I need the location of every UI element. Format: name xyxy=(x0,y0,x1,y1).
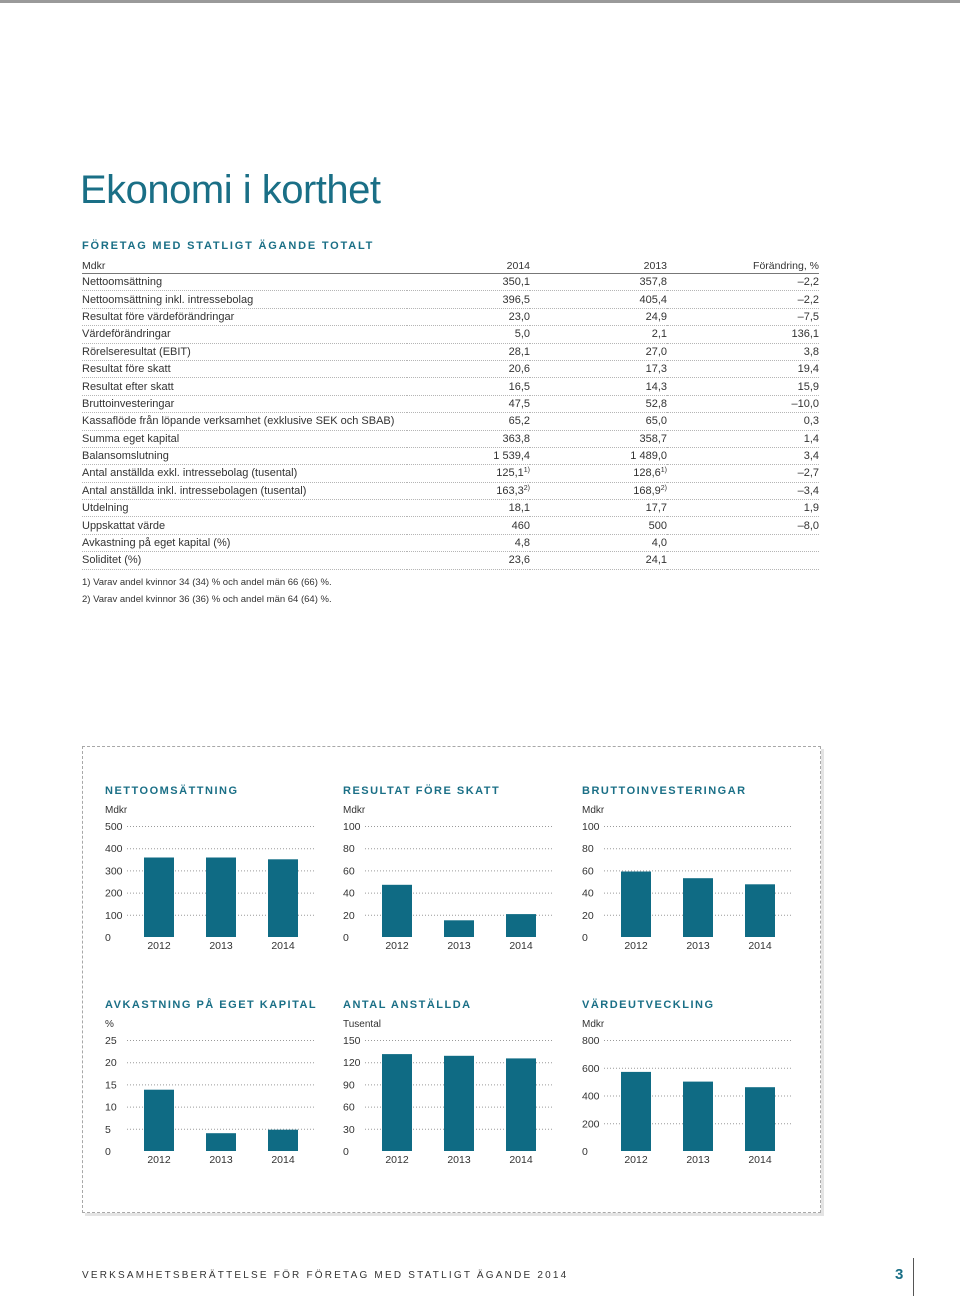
row-label xyxy=(82,482,407,499)
row-label xyxy=(82,378,407,395)
page-number: 3 xyxy=(895,1266,904,1283)
value-2013 xyxy=(530,326,667,343)
table-row xyxy=(82,291,819,308)
row-label xyxy=(82,291,407,308)
bar xyxy=(206,1133,236,1151)
value-2013-text: 17,7 xyxy=(645,502,667,515)
table-row xyxy=(82,326,819,343)
row-label-text: Uppskattat värde xyxy=(82,519,166,532)
bar xyxy=(444,1056,474,1151)
value-2013 xyxy=(530,343,667,360)
y-tick-label: 150 xyxy=(343,1035,361,1047)
value-2014 xyxy=(407,308,530,325)
chart-unit-label: Mdkr xyxy=(343,805,366,816)
y-tick-label: 25 xyxy=(105,1035,117,1047)
row-label-text: Summa eget kapital xyxy=(82,432,180,445)
x-tick-label: 2012 xyxy=(147,940,171,952)
x-tick-label: 2014 xyxy=(748,940,772,952)
value-2014 xyxy=(407,534,530,551)
header-change: Förändring, % xyxy=(667,258,819,274)
chart-plot xyxy=(105,785,320,960)
chart-plot xyxy=(343,999,558,1174)
row-label-text: Kassaflöde från löpande verksamhet (exklusive SEK och SBAB) xyxy=(82,415,395,428)
row-label xyxy=(82,413,407,430)
y-tick-label: 500 xyxy=(105,821,123,833)
chart-avkastning-eget-kapital xyxy=(105,999,325,1199)
value-2014-text: 363,8 xyxy=(502,432,530,445)
row-label xyxy=(82,517,407,534)
bar xyxy=(382,885,412,937)
value-change-text: 1,4 xyxy=(803,432,819,445)
value-2013 xyxy=(530,447,667,464)
y-tick-label: 15 xyxy=(105,1079,117,1092)
value-2014 xyxy=(407,395,530,412)
value-change-text: –2,7 xyxy=(797,467,819,480)
chart-unit-label: Mdkr xyxy=(582,805,605,816)
value-2014-text: 28,1 xyxy=(508,345,530,358)
row-label xyxy=(82,552,407,569)
chart-unit-label: Tusental xyxy=(343,1019,381,1030)
value-2013 xyxy=(530,552,667,569)
bar xyxy=(683,1082,713,1151)
value-2013-text: 357,8 xyxy=(639,276,667,289)
chart-unit-label: Mdkr xyxy=(105,805,128,816)
value-2013-text: 128,6 xyxy=(633,467,661,480)
table-row xyxy=(82,534,819,551)
value-2014-text: 350,1 xyxy=(502,276,530,289)
value-change xyxy=(667,500,819,517)
chart-plot xyxy=(105,999,320,1174)
row-label xyxy=(82,326,407,343)
value-2013 xyxy=(530,360,667,377)
x-tick-label: 2012 xyxy=(147,1154,171,1166)
value-2013-text: 4,0 xyxy=(651,537,667,550)
row-label xyxy=(82,308,407,325)
row-label xyxy=(82,343,407,360)
table-row xyxy=(82,500,819,517)
x-tick-label: 2013 xyxy=(447,940,471,952)
value-change xyxy=(667,534,819,551)
value-change xyxy=(667,378,819,395)
footnote-marker: 2) xyxy=(523,484,530,492)
chart-antal-anstallda xyxy=(343,999,563,1199)
chart-vardeutveckling xyxy=(582,999,802,1199)
x-tick-label: 2012 xyxy=(624,1154,648,1166)
value-2014-text: 125,1 xyxy=(496,467,524,480)
bar xyxy=(745,884,775,937)
y-tick-label: 0 xyxy=(582,932,588,944)
value-2013-text: 168,9 xyxy=(633,484,661,497)
x-tick-label: 2014 xyxy=(509,1154,533,1166)
bar xyxy=(621,872,651,938)
row-label-text: Resultat efter skatt xyxy=(82,380,174,393)
chart-resultat-fore-skatt xyxy=(343,785,563,985)
bar xyxy=(268,859,298,937)
y-tick-label: 400 xyxy=(582,1090,600,1103)
y-tick-label: 100 xyxy=(582,821,600,833)
value-change-text: 136,1 xyxy=(791,328,819,341)
y-tick-label: 800 xyxy=(582,1035,600,1047)
value-2014-text: 460 xyxy=(511,519,530,532)
value-change xyxy=(667,308,819,325)
x-tick-label: 2014 xyxy=(509,940,533,952)
bar xyxy=(144,858,174,938)
x-tick-label: 2013 xyxy=(686,1154,710,1166)
table-row xyxy=(82,343,819,360)
value-2014-text: 396,5 xyxy=(502,293,530,306)
value-change xyxy=(667,343,819,360)
footnote-1: 1) Varav andel kvinnor 34 (34) % och andel män 66 (66) %. xyxy=(82,577,332,588)
chart-panel xyxy=(82,746,821,1213)
value-change-text: –10,0 xyxy=(791,397,819,410)
header-2013: 2013 xyxy=(530,258,667,274)
y-tick-label: 80 xyxy=(582,843,594,856)
value-change xyxy=(667,274,819,291)
value-2014 xyxy=(407,378,530,395)
value-2014 xyxy=(407,500,530,517)
bar xyxy=(382,1054,412,1151)
value-2014-text: 23,0 xyxy=(508,310,530,323)
row-label-text: Soliditet (%) xyxy=(82,554,142,567)
value-change-text: 0,3 xyxy=(803,415,819,428)
x-tick-label: 2012 xyxy=(385,940,409,952)
value-change-text: 3,8 xyxy=(803,345,819,358)
table-row xyxy=(82,360,819,377)
row-label-text: Nettoomsättning xyxy=(82,276,163,289)
value-2014 xyxy=(407,360,530,377)
value-change-text: –8,0 xyxy=(797,519,819,532)
y-tick-label: 40 xyxy=(582,887,594,900)
y-tick-label: 0 xyxy=(582,1146,588,1158)
page-title: Ekonomi i korthet xyxy=(80,168,381,212)
row-label-text: Värdeförändringar xyxy=(82,328,171,341)
bar xyxy=(621,1072,651,1151)
value-2013 xyxy=(530,308,667,325)
x-tick-label: 2012 xyxy=(385,1154,409,1166)
value-change xyxy=(667,291,819,308)
value-2013-text: 24,1 xyxy=(645,554,667,567)
chart-title: BRUTTOINVESTERINGAR xyxy=(582,785,747,797)
x-tick-label: 2014 xyxy=(271,940,295,952)
footnotes xyxy=(82,574,332,608)
value-2013-text: 1 489,0 xyxy=(630,450,667,463)
value-2013-text: 14,3 xyxy=(645,380,667,393)
value-2013-text: 27,0 xyxy=(645,345,667,358)
value-2013 xyxy=(530,274,667,291)
chart-unit-label: Mdkr xyxy=(582,1019,605,1030)
table-row xyxy=(82,430,819,447)
section-title: FÖRETAG MED STATLIGT ÄGANDE TOTALT xyxy=(82,240,375,252)
y-tick-label: 0 xyxy=(343,1146,349,1158)
value-2014-text: 163,3 xyxy=(496,484,524,497)
bar xyxy=(683,878,713,937)
bar xyxy=(144,1090,174,1151)
row-label xyxy=(82,500,407,517)
row-label-text: Avkastning på eget kapital (%) xyxy=(82,537,231,550)
chart-title: AVKASTNING PÅ EGET KAPITAL xyxy=(105,999,318,1011)
row-label xyxy=(82,274,407,291)
row-label xyxy=(82,534,407,551)
y-tick-label: 120 xyxy=(343,1057,361,1070)
bar xyxy=(745,1087,775,1151)
row-label xyxy=(82,360,407,377)
value-2013 xyxy=(530,517,667,534)
chart-nettoomsattning xyxy=(105,785,325,985)
value-2014 xyxy=(407,274,530,291)
y-tick-label: 600 xyxy=(582,1062,600,1075)
value-2014 xyxy=(407,430,530,447)
value-2013-text: 17,3 xyxy=(645,363,667,376)
table-row xyxy=(82,413,819,430)
value-2013-text: 52,8 xyxy=(645,397,667,410)
y-tick-label: 300 xyxy=(105,865,123,878)
key-figures-table xyxy=(82,258,819,570)
value-2014-text: 47,5 xyxy=(508,397,530,410)
value-2013 xyxy=(530,534,667,551)
footnote-2: 2) Varav andel kvinnor 36 (36) % och andel män 64 (64) %. xyxy=(82,594,332,605)
y-tick-label: 30 xyxy=(343,1123,355,1136)
y-tick-label: 0 xyxy=(343,932,349,944)
bar xyxy=(444,920,474,937)
y-tick-label: 200 xyxy=(105,887,123,900)
value-2013 xyxy=(530,291,667,308)
footnote-marker: 1) xyxy=(523,467,530,475)
value-change-text: 3,4 xyxy=(803,450,819,463)
y-tick-label: 5 xyxy=(105,1123,111,1136)
value-2013 xyxy=(530,395,667,412)
value-2013 xyxy=(530,465,667,482)
header-unit: Mdkr xyxy=(82,258,407,274)
footer-divider xyxy=(913,1258,914,1296)
value-change xyxy=(667,395,819,412)
y-tick-label: 40 xyxy=(343,887,355,900)
value-2014 xyxy=(407,413,530,430)
x-tick-label: 2013 xyxy=(686,940,710,952)
row-label xyxy=(82,447,407,464)
table-row xyxy=(82,378,819,395)
bar xyxy=(268,1130,298,1151)
row-label-text: Nettoomsättning inkl. intressebolag xyxy=(82,293,254,306)
value-change xyxy=(667,552,819,569)
y-tick-label: 10 xyxy=(105,1101,117,1114)
y-tick-label: 20 xyxy=(105,1057,117,1070)
row-label xyxy=(82,465,407,482)
table-row xyxy=(82,308,819,325)
x-tick-label: 2013 xyxy=(447,1154,471,1166)
value-change xyxy=(667,360,819,377)
y-tick-label: 100 xyxy=(105,909,123,922)
footer-text: VERKSAMHETSBERÄTTELSE FÖR FÖRETAG MED STATLIGT ÄGANDE 2014 xyxy=(82,1270,569,1281)
value-2014-text: 1 539,4 xyxy=(493,450,530,463)
row-label-text: Resultat före skatt xyxy=(82,363,171,376)
value-change-text: –3,4 xyxy=(797,484,819,497)
value-2014-text: 16,5 xyxy=(508,380,530,393)
value-change xyxy=(667,413,819,430)
value-2013-text: 2,1 xyxy=(651,328,667,341)
footnote-marker: 2) xyxy=(660,484,667,492)
chart-plot xyxy=(582,999,797,1174)
value-2014-text: 4,8 xyxy=(514,537,530,550)
value-change-text: –2,2 xyxy=(797,293,819,306)
bar xyxy=(506,914,536,937)
value-2014 xyxy=(407,343,530,360)
row-label-text: Bruttoinvesteringar xyxy=(82,397,175,410)
chart-title: RESULTAT FÖRE SKATT xyxy=(343,785,501,797)
value-change xyxy=(667,447,819,464)
y-tick-label: 400 xyxy=(105,843,123,856)
y-tick-label: 200 xyxy=(582,1118,600,1131)
value-2013-text: 65,0 xyxy=(645,415,667,428)
chart-plot xyxy=(582,785,797,960)
value-change-text: 19,4 xyxy=(797,363,819,376)
chart-title: ANTAL ANSTÄLLDA xyxy=(343,999,472,1011)
chart-bruttoinvesteringar xyxy=(582,785,802,985)
value-2013 xyxy=(530,430,667,447)
table-row xyxy=(82,482,819,499)
value-2014-text: 18,1 xyxy=(508,502,530,515)
value-change xyxy=(667,465,819,482)
y-tick-label: 100 xyxy=(343,821,361,833)
value-2014 xyxy=(407,552,530,569)
table-row xyxy=(82,447,819,464)
value-change-text: –2,2 xyxy=(797,276,819,289)
footnote-marker: 1) xyxy=(660,467,667,475)
value-2013 xyxy=(530,413,667,430)
value-2013-text: 358,7 xyxy=(639,432,667,445)
bar xyxy=(506,1058,536,1151)
y-tick-label: 0 xyxy=(105,1146,111,1158)
y-tick-label: 60 xyxy=(343,865,355,878)
table-row xyxy=(82,395,819,412)
x-tick-label: 2013 xyxy=(209,940,233,952)
row-label-text: Balansomslutning xyxy=(82,450,169,463)
row-label xyxy=(82,430,407,447)
y-tick-label: 80 xyxy=(343,843,355,856)
x-tick-label: 2013 xyxy=(209,1154,233,1166)
value-2014 xyxy=(407,482,530,499)
table-header-row xyxy=(82,258,819,274)
row-label-text: Resultat före värdeförändringar xyxy=(82,310,235,323)
table-row xyxy=(82,274,819,291)
value-2014-text: 23,6 xyxy=(508,554,530,567)
table-body xyxy=(82,274,819,570)
bar xyxy=(206,858,236,938)
value-2014-text: 5,0 xyxy=(514,328,530,341)
value-2013-text: 500 xyxy=(648,519,667,532)
y-tick-label: 20 xyxy=(582,909,594,922)
value-2014 xyxy=(407,465,530,482)
chart-plot xyxy=(343,785,558,960)
row-label-text: Rörelseresultat (EBIT) xyxy=(82,345,191,358)
row-label-text: Utdelning xyxy=(82,502,129,515)
value-2013 xyxy=(530,500,667,517)
table-row xyxy=(82,517,819,534)
top-border-line xyxy=(0,0,960,3)
value-change xyxy=(667,430,819,447)
x-tick-label: 2014 xyxy=(271,1154,295,1166)
x-tick-label: 2012 xyxy=(624,940,648,952)
header-2014: 2014 xyxy=(407,258,530,274)
y-tick-label: 0 xyxy=(105,932,111,944)
value-2013-text: 24,9 xyxy=(645,310,667,323)
row-label xyxy=(82,395,407,412)
x-tick-label: 2014 xyxy=(748,1154,772,1166)
value-change xyxy=(667,517,819,534)
value-2014-text: 65,2 xyxy=(508,415,530,428)
chart-unit-label: % xyxy=(105,1019,114,1030)
value-2013 xyxy=(530,378,667,395)
table-row xyxy=(82,465,819,482)
value-2014 xyxy=(407,326,530,343)
table-row xyxy=(82,552,819,569)
row-label-text: Antal anställda inkl. intressebolagen (tusental) xyxy=(82,484,307,497)
value-change-text: 1,9 xyxy=(803,502,819,515)
value-change xyxy=(667,326,819,343)
value-2013-text: 405,4 xyxy=(639,293,667,306)
y-tick-label: 20 xyxy=(343,909,355,922)
chart-title: VÄRDEUTVECKLING xyxy=(582,999,715,1011)
value-2013 xyxy=(530,482,667,499)
value-2014-text: 20,6 xyxy=(508,363,530,376)
value-change xyxy=(667,482,819,499)
y-tick-label: 60 xyxy=(343,1101,355,1114)
value-2014 xyxy=(407,517,530,534)
value-change-text: 15,9 xyxy=(797,380,819,393)
value-change-text: –7,5 xyxy=(797,310,819,323)
y-tick-label: 90 xyxy=(343,1079,355,1092)
value-2014 xyxy=(407,291,530,308)
chart-title: NETTOOMSÄTTNING xyxy=(105,785,239,797)
value-2014 xyxy=(407,447,530,464)
row-label-text: Antal anställda exkl. intressebolag (tusental) xyxy=(82,467,298,480)
y-tick-label: 60 xyxy=(582,865,594,878)
